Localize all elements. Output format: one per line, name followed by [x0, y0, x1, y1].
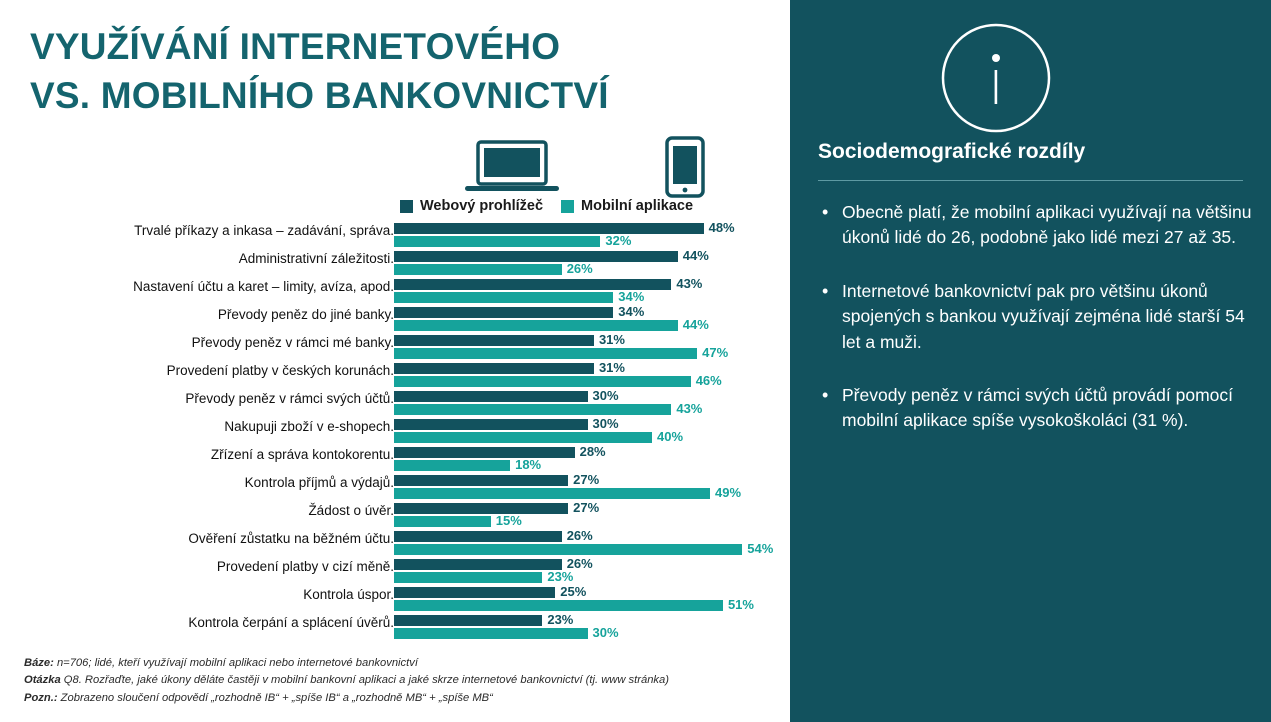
laptop-icon	[465, 138, 559, 194]
chart-row-bars	[394, 446, 790, 474]
chart-row-label: Provedení platby v cizí měně.	[216, 559, 394, 574]
bar-value-web: 30%	[592, 388, 619, 403]
footnote-baze-label: Báze:	[24, 657, 54, 669]
bar-value-mobile: 47%	[702, 345, 729, 360]
chart-row-bars	[394, 614, 790, 642]
chart-row	[0, 530, 790, 558]
chart-row-bars	[394, 418, 790, 446]
bar-web	[394, 447, 575, 458]
bar-web	[394, 391, 588, 402]
bar-mobile	[394, 516, 491, 527]
footnote-otazka-label: Otázka	[24, 674, 61, 687]
chart-row	[0, 362, 790, 390]
bar-web	[394, 335, 594, 346]
bar-web	[394, 223, 704, 234]
footnote-otazka	[24, 672, 784, 689]
chart-row-bars	[394, 530, 790, 558]
bar-mobile	[394, 404, 671, 415]
chart-row-bars	[394, 362, 790, 390]
bar-mobile	[394, 628, 588, 639]
footnote-pozn	[24, 690, 784, 707]
bar-mobile	[394, 572, 542, 583]
chart-row-label: Administrativní záležitosti.	[238, 251, 394, 266]
legend-label-mobile: Mobilní aplikace	[581, 198, 694, 214]
page-title	[30, 22, 760, 120]
sidebar-bullet: • Převody peněz v rámci svých účtů provádí pomocí mobilní aplikace spíše vysokoškoláci (31 %).	[816, 383, 1256, 434]
bar-value-mobile: 43%	[676, 401, 703, 416]
chart-row	[0, 474, 790, 502]
bar-value-mobile: 15%	[495, 513, 522, 528]
bar-value-mobile: 44%	[682, 317, 709, 332]
chart-row-bars	[394, 502, 790, 530]
chart-row-bars	[394, 586, 790, 614]
chart-row	[0, 334, 790, 362]
bar-web	[394, 419, 588, 430]
bar-mobile	[394, 264, 562, 275]
bar-mobile	[394, 544, 742, 555]
sidebar-title: Sociodemografické rozdíly	[818, 140, 1086, 163]
chart-row	[0, 614, 790, 642]
bar-value-web: 23%	[547, 612, 574, 627]
sidebar-bullets	[816, 200, 1256, 462]
bar-value-web: 43%	[676, 276, 703, 291]
bar-mobile	[394, 376, 691, 387]
chart-row	[0, 222, 790, 250]
legend-swatch-mobile	[561, 200, 574, 213]
bar-mobile	[394, 432, 652, 443]
bar-value-mobile: 18%	[515, 457, 542, 472]
footnotes	[24, 655, 784, 707]
bar-value-mobile: 26%	[566, 261, 593, 276]
chart-row-label: Kontrola úspor.	[303, 587, 394, 602]
bar-value-web: 26%	[566, 556, 593, 571]
sidebar-bullet: • Internetové bankovnictví pak pro většinu úkonů spojených s bankou využívají zejména lidé starší 54 let a muži.	[816, 279, 1256, 355]
bar-value-web: 26%	[566, 528, 593, 543]
bar-value-web: 27%	[573, 472, 600, 487]
bar-web	[394, 559, 562, 570]
chart-row-label: Zřízení a správa kontokorentu.	[210, 447, 394, 462]
bar-value-mobile: 23%	[547, 569, 574, 584]
legend-swatch-web	[400, 200, 413, 213]
bar-value-web: 44%	[682, 248, 709, 263]
chart-row-label: Kontrola příjmů a výdajů.	[244, 475, 394, 490]
chart-row-bars	[394, 558, 790, 586]
bar-chart	[0, 222, 790, 642]
bar-mobile	[394, 348, 697, 359]
page-title-line2: VS. MOBILNÍHO BANKOVNICTVÍ	[30, 75, 609, 117]
bar-value-mobile: 46%	[695, 373, 722, 388]
chart-row	[0, 278, 790, 306]
bar-web	[394, 475, 568, 486]
chart-row-bars	[394, 306, 790, 334]
chart-row-label: Ověření zůstatku na běžném účtu.	[188, 531, 394, 546]
chart-row	[0, 446, 790, 474]
bar-value-web: 25%	[560, 584, 587, 599]
bar-mobile	[394, 292, 613, 303]
chart-row-bars	[394, 278, 790, 306]
footnote-baze	[24, 655, 784, 672]
bar-value-mobile: 54%	[747, 541, 774, 556]
chart-row-bars	[394, 334, 790, 362]
chart-row-bars	[394, 390, 790, 418]
sidebar-divider	[818, 180, 1243, 181]
bar-value-web: 27%	[573, 500, 600, 515]
bar-value-web: 31%	[598, 360, 625, 375]
chart-row-label: Provedení platby v českých korunách.	[166, 363, 394, 378]
chart-row	[0, 250, 790, 278]
chart-row-bars	[394, 474, 790, 502]
chart-row-label: Převody peněz v rámci mé banky.	[191, 335, 394, 350]
bar-value-web: 30%	[592, 416, 619, 431]
chart-row-label: Převody peněz do jiné banky.	[217, 307, 394, 322]
chart-row-label: Nastavení účtu a karet – limity, avíza, apod.	[133, 279, 394, 294]
info-circle-icon	[940, 22, 1052, 134]
bar-value-web: 28%	[579, 444, 606, 459]
bar-web	[394, 503, 568, 514]
chart-row	[0, 502, 790, 530]
bar-mobile	[394, 460, 510, 471]
legend	[400, 198, 693, 214]
bar-value-mobile: 30%	[592, 625, 619, 640]
legend-item-web	[400, 198, 543, 214]
bar-value-mobile: 32%	[605, 233, 632, 248]
bar-web	[394, 531, 562, 542]
bar-value-mobile: 40%	[657, 429, 684, 444]
chart-row	[0, 586, 790, 614]
bar-value-web: 31%	[598, 332, 625, 347]
footnote-otazka-text: Q8. Rozřaďte, jaké úkony děláte častěji v mobilní bankovní aplikaci a jaké skrze internetové bankovnictví (tj. www stránka)	[60, 674, 669, 687]
page-title-line1: VYUŽÍVÁNÍ INTERNETOVÉHO	[30, 26, 561, 67]
device-icons	[455, 138, 735, 194]
chart-row-label: Převody peněz v rámci svých účtů.	[185, 391, 394, 406]
chart-row-label: Nakupuji zboží v e-shopech.	[224, 419, 394, 434]
bar-web	[394, 251, 678, 262]
chart-row	[0, 418, 790, 446]
chart-row	[0, 390, 790, 418]
bar-mobile	[394, 600, 723, 611]
bar-value-web: 34%	[618, 304, 645, 319]
chart-row-label: Trvalé příkazy a inkasa – zadávání, správa.	[134, 223, 394, 238]
chart-row-label: Kontrola čerpání a splácení úvěrů.	[188, 615, 394, 630]
bar-value-web: 48%	[708, 220, 735, 235]
bar-value-mobile: 51%	[727, 597, 754, 612]
chart-row-label: Žádost o úvěr.	[308, 503, 394, 518]
chart-row	[0, 306, 790, 334]
chart-row-bars	[394, 250, 790, 278]
legend-label-web: Webový prohlížeč	[420, 198, 544, 214]
bar-web	[394, 363, 594, 374]
smartphone-icon	[665, 136, 705, 198]
footnote-baze-text: n=706; lidé, kteří využívají mobilní aplikaci nebo internetové bankovnictví	[53, 657, 418, 669]
bar-mobile	[394, 236, 600, 247]
bar-web	[394, 587, 555, 598]
footnote-pozn-text: Zobrazeno sloučení odpovědí „rozhodně IB“ + „spíše IB“ a „rozhodně MB“ + „spíše MB“	[57, 691, 493, 704]
bar-value-mobile: 49%	[715, 485, 742, 500]
sidebar-bullet: • Obecně platí, že mobilní aplikaci využívají na většinu úkonů lidé do 26, podobně jako lidé mezi 27 až 35.	[816, 200, 1256, 251]
sidebar-panel	[790, 0, 1271, 722]
bar-value-mobile: 34%	[618, 289, 645, 304]
legend-item-mobile	[561, 198, 693, 214]
bar-mobile	[394, 488, 710, 499]
bar-web	[394, 307, 613, 318]
chart-row	[0, 558, 790, 586]
bar-mobile	[394, 320, 678, 331]
bar-web	[394, 615, 542, 626]
footnote-pozn-label: Pozn.:	[24, 691, 58, 704]
chart-row-bars	[394, 222, 790, 250]
